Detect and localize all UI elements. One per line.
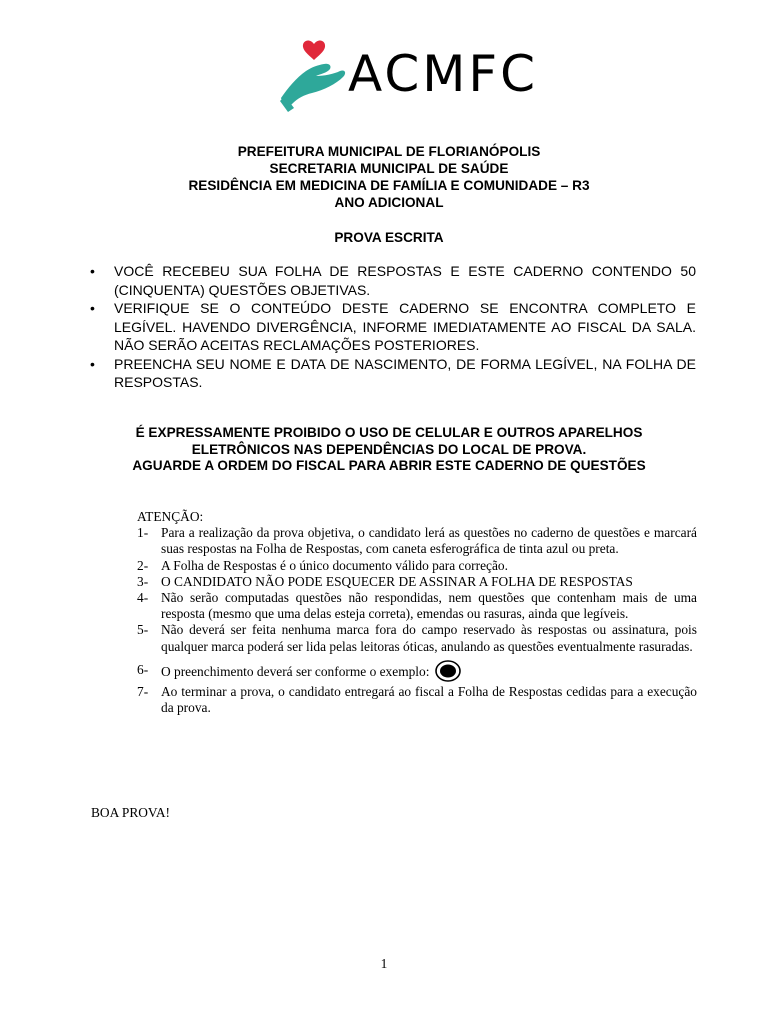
warning-line: ELETRÔNICOS NAS DEPENDÊNCIAS DO LOCAL DE PROVA.	[191, 441, 587, 457]
item-number: 1-	[137, 525, 149, 541]
bullet-icon: •	[90, 355, 95, 372]
attention-item	[137, 622, 697, 654]
filled-bubble-icon	[435, 660, 461, 682]
hand-holding-heart-icon	[278, 38, 348, 114]
item-number: 2-	[137, 557, 149, 573]
acmfc-logo	[278, 38, 539, 114]
attention-item	[137, 662, 697, 684]
item-text: O preenchimento deverá ser conforme o exemplo:	[161, 663, 430, 679]
logo-text: ACMFC	[348, 45, 539, 103]
attention-title: ATENÇÃO:	[137, 509, 204, 524]
attention-item	[137, 558, 697, 574]
institution-header	[60, 143, 718, 211]
item-text: Para a realização da prova objetiva, o candidato lerá as questões no caderno de questões e marcará suas respostas na Folha de Respostas, com caneta esferográfica de tinta azul ou preta.	[161, 525, 697, 557]
bullet-text: VERIFIQUE SE O CONTEÚDO DESTE CADERNO SE ENCONTRA COMPLETO E LEGÍVEL. HAVENDO DIVERGÊNCIA, INFORME IMEDIATAMENTE AO FISCAL DA SALA. NÃO SERÃO ACEITAS RECLAMAÇÕES POSTERIORES.	[114, 300, 696, 353]
item-number: 7-	[137, 683, 149, 699]
bullet-item	[90, 262, 696, 299]
attention-item	[137, 684, 697, 716]
attention-item	[137, 574, 697, 590]
bullet-item	[90, 355, 696, 392]
header-line: PREFEITURA MUNICIPAL DE FLORIANÓPOLIS	[237, 144, 541, 159]
item-number: 4-	[137, 590, 149, 606]
bullet-text: VOCÊ RECEBEU SUA FOLHA DE RESPOSTAS E ESTE CADERNO CONTENDO 50 (CINQUENTA) QUESTÕES OBJETIVAS.	[114, 263, 696, 298]
header-line: SECRETARIA MUNICIPAL DE SAÚDE	[269, 161, 509, 176]
bullet-text: PREENCHA SEU NOME E DATA DE NASCIMENTO, DE FORMA LEGÍVEL, NA FOLHA DE RESPOSTAS.	[114, 355, 696, 390]
prohibition-warning	[60, 425, 718, 475]
page-number: 1	[380, 956, 388, 971]
item-number: 3-	[137, 573, 149, 589]
bullet-icon: •	[90, 300, 95, 316]
item-text: Ao terminar a prova, o candidato entregará ao fiscal a Folha de Respostas cedidas para a execução da prova.	[161, 683, 697, 716]
item-text: Não serão computadas questões não respondidas, nem questões que contenham mais de uma resposta (mesmo que uma delas esteja correta), emendas ou rasuras, ainda que legíveis.	[161, 590, 697, 622]
warning-line: AGUARDE A ORDEM DO FISCAL PARA ABRIR ESTE CADERNO DE QUESTÕES	[132, 458, 646, 473]
attention-section	[137, 509, 697, 716]
attention-item	[137, 525, 697, 557]
item-text: Não deverá ser feita nenhuma marca fora do campo reservado às respostas ou assinatura, pois qualquer marca poderá ser lida pelas leitoras óticas, anulando as questões eventualmente rasuradas.	[161, 622, 697, 654]
exam-title: PROVA ESCRITA	[334, 230, 444, 245]
item-number: 6-	[137, 661, 149, 677]
warning-line: É EXPRESSAMENTE PROIBIDO O USO DE CELULAR E OUTROS APARELHOS	[135, 425, 643, 440]
header-line: ANO ADICIONAL	[334, 195, 444, 210]
bullet-icon: •	[90, 263, 95, 279]
item-text: A Folha de Respostas é o único documento válido para correção.	[161, 557, 508, 573]
item-number: 5-	[137, 622, 149, 638]
header-line: RESIDÊNCIA EM MEDICINA DE FAMÍLIA E COMUNIDADE – R3	[188, 178, 590, 193]
item-text: O CANDIDATO NÃO PODE ESQUECER DE ASSINAR A FOLHA DE RESPOSTAS	[161, 573, 633, 589]
bullet-item	[90, 299, 696, 355]
attention-item	[137, 590, 697, 622]
attention-list	[137, 525, 697, 716]
closing-text: BOA PROVA!	[91, 805, 171, 820]
instruction-bullets	[90, 262, 696, 392]
